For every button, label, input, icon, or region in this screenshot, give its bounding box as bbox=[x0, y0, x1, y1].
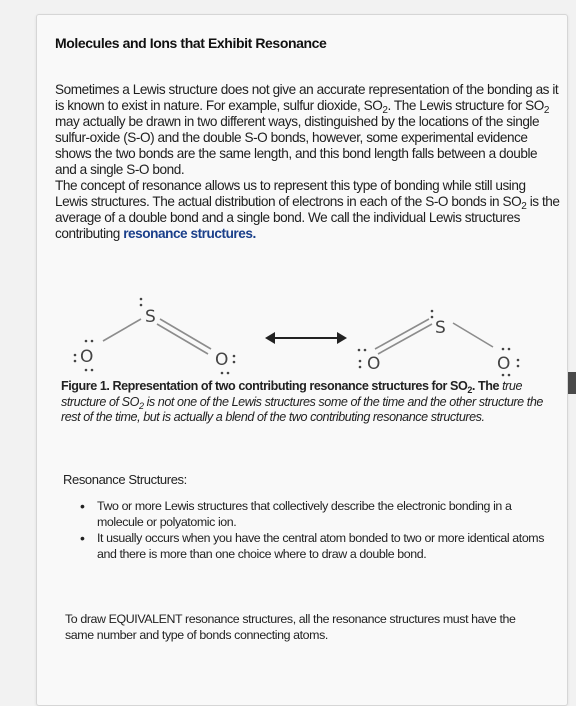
intro-p2-a: The concept of resonance allows us to represent this type of bonding while still using Lewis structures. The actual distribution of electrons in each of the S-O bonds in SO bbox=[55, 178, 526, 209]
intro-p1-a: Sometimes a Lewis structure does not give an accurate representation of the bonding as it is known to exist in nature. For example, sulfur dioxide, SO bbox=[55, 82, 559, 113]
resonance-structures-term: resonance structures. bbox=[123, 226, 256, 241]
right-sulfur-atom: S bbox=[435, 318, 446, 338]
bullet-dot-icon: • bbox=[80, 498, 85, 514]
right-single-bond bbox=[453, 323, 493, 347]
resonance-structures-heading: Resonance Structures: bbox=[63, 472, 187, 487]
left-oxygen-1-atom: O bbox=[80, 347, 94, 367]
left-oxygen-2-atom: O bbox=[215, 350, 229, 370]
resonance-arrow-left-head bbox=[265, 332, 275, 344]
intro-p2-sub: 2 bbox=[521, 201, 527, 212]
intro-paragraph-2 bbox=[55, 178, 561, 242]
left-double-bond-b bbox=[157, 324, 208, 354]
page-title: Molecules and Ions that Exhibit Resonance bbox=[55, 35, 327, 51]
caption-italic-a: true structure of SO bbox=[61, 379, 523, 409]
intro-text bbox=[55, 82, 561, 242]
figure-caption bbox=[61, 379, 553, 426]
bullet-text-2: It usually occurs when you have the central atom bonded to two or more identical atoms and there is more than one choice where to draw a double bond. bbox=[97, 531, 545, 561]
intro-p2-b: is the average of a double bond and a single bond. We call the individual Lewis structures contributing bbox=[55, 194, 560, 241]
resonance-bullet-list bbox=[77, 499, 551, 563]
list-item bbox=[77, 531, 551, 562]
list-item bbox=[77, 499, 551, 530]
content-card bbox=[36, 14, 568, 706]
intro-p1-sub2: 2 bbox=[543, 105, 549, 116]
caption-italic-sub: 2 bbox=[138, 400, 144, 411]
intro-p1-b: . The Lewis structure for SO bbox=[387, 98, 544, 113]
scrollbar-thumb[interactable] bbox=[568, 372, 576, 394]
right-double-bond-b bbox=[378, 324, 432, 354]
caption-label-b: . The bbox=[471, 379, 500, 393]
right-oxygen-1-atom: O bbox=[367, 354, 381, 374]
right-oxygen-2-atom: O bbox=[497, 354, 511, 374]
bullet-text-1: Two or more Lewis structures that collectively describe the electronic bonding in a molecule or polyatomic ion. bbox=[97, 499, 512, 529]
intro-p1-sub1: 2 bbox=[382, 105, 388, 116]
intro-p1-c: may actually be drawn in two different ways, distinguished by the locations of the single sulfur-oxide (S-O) and the double S-O bonds, however, some experimental evidence shows the two bonds are the same length, and this bond length falls between a double and a single S-O bond. bbox=[55, 114, 540, 177]
right-double-bond-a bbox=[375, 319, 429, 349]
caption-label-sub: 2 bbox=[467, 385, 472, 395]
caption-label-a: Figure 1. Representation of two contributing resonance structures for SO bbox=[61, 379, 468, 393]
resonance-arrow-right-head bbox=[337, 332, 347, 344]
intro-paragraph-1 bbox=[55, 82, 561, 178]
left-single-bond bbox=[103, 319, 141, 341]
bullet-dot-icon: • bbox=[80, 530, 85, 546]
caption-italic-b: is not one of the Lewis structures some of the time and the other structure the rest of the time, but is actually a blend of the two contributing resonance structures. bbox=[61, 394, 543, 424]
left-double-bond-a bbox=[160, 319, 211, 349]
left-sulfur-atom: S bbox=[145, 307, 156, 327]
equivalent-structures-note: To draw EQUIVALENT resonance structures, all the resonance structures must have the same number and type of bonds connecting atoms. bbox=[65, 612, 516, 642]
resonance-diagram bbox=[37, 277, 567, 377]
